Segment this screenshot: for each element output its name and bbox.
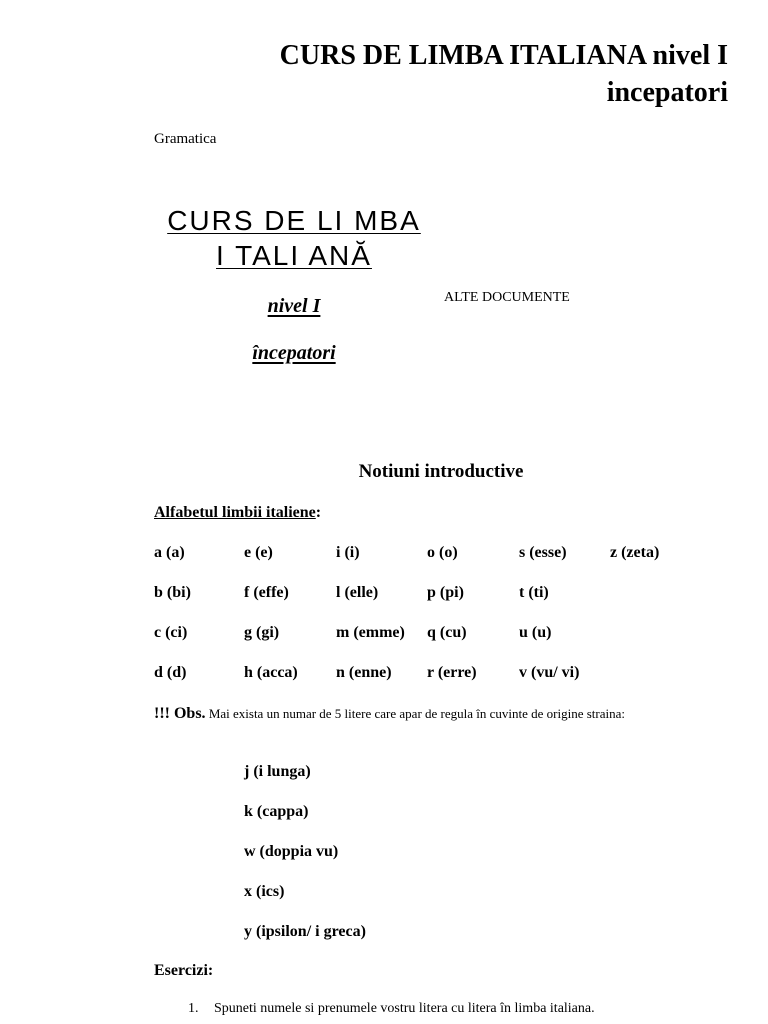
alphabet-letter: e (e) [244, 544, 273, 561]
foreign-letter: j (i lunga) [244, 763, 311, 780]
exercises-heading: Esercizi: [154, 962, 214, 979]
alphabet-letter: h (acca) [244, 664, 298, 681]
alphabet-letter: l (elle) [336, 584, 379, 601]
observation-lead: !!! Obs. [154, 705, 206, 722]
foreign-letter: y (ipsilon/ i greca) [244, 923, 366, 940]
exercise-text: Spuneti numele si prenumele vostru litera cu litera în limba italiana. [214, 1001, 595, 1016]
course-title-line-1: CURS DE LI MBA [167, 205, 421, 236]
course-title-line-2: I TALI ANĂ [216, 240, 372, 271]
alphabet-heading [154, 504, 321, 522]
course-level: nivel I [267, 295, 321, 317]
alphabet-letter: v (vu/ vi) [519, 664, 580, 681]
exercise-item [188, 1001, 595, 1017]
alphabet-letter: r (erre) [427, 664, 477, 681]
page-title-line-1: CURS DE LIMBA ITALIANA nivel I [279, 40, 728, 71]
alphabet-letter: a (a) [154, 544, 185, 561]
page-title-line-2: incepatori [606, 77, 728, 108]
alphabet-letter: q (cu) [427, 624, 467, 641]
alphabet-letter: p (pi) [427, 584, 464, 601]
alphabet-letter: t (ti) [519, 584, 549, 601]
alphabet-letter: m (emme) [336, 624, 405, 641]
foreign-letter: k (cappa) [244, 803, 309, 820]
alphabet-letter: b (bi) [154, 584, 191, 601]
alphabet-letter: n (enne) [336, 664, 392, 681]
observation-paragraph [154, 704, 730, 724]
course-audience: începatori [252, 342, 336, 364]
alphabet-letter: f (effe) [244, 584, 289, 601]
exercise-number: 1. [188, 1001, 199, 1016]
alphabet-letter: i (i) [336, 544, 360, 561]
foreign-letter: x (ics) [244, 883, 285, 900]
alphabet-heading-colon: : [315, 504, 322, 521]
section-label: Gramatica [154, 131, 217, 147]
alphabet-letter: c (ci) [154, 624, 188, 641]
alphabet-heading-text: Alfabetul limbii italiene [154, 504, 316, 521]
alphabet-letter: o (o) [427, 544, 458, 561]
foreign-letter: w (doppia vu) [244, 843, 339, 860]
intro-heading: Notiuni introductive [358, 461, 524, 482]
alphabet-letter: s (esse) [519, 544, 567, 561]
alphabet-letter: g (gi) [244, 624, 280, 641]
observation-text: Mai exista un numar de 5 litere care apar de regula în cuvinte de origine straina: [208, 706, 626, 721]
alphabet-letter: u (u) [519, 624, 552, 641]
other-documents-link[interactable]: ALTE DOCUMENTE [444, 290, 570, 305]
alphabet-letter: d (d) [154, 664, 187, 681]
alphabet-letter: z (zeta) [610, 544, 660, 561]
